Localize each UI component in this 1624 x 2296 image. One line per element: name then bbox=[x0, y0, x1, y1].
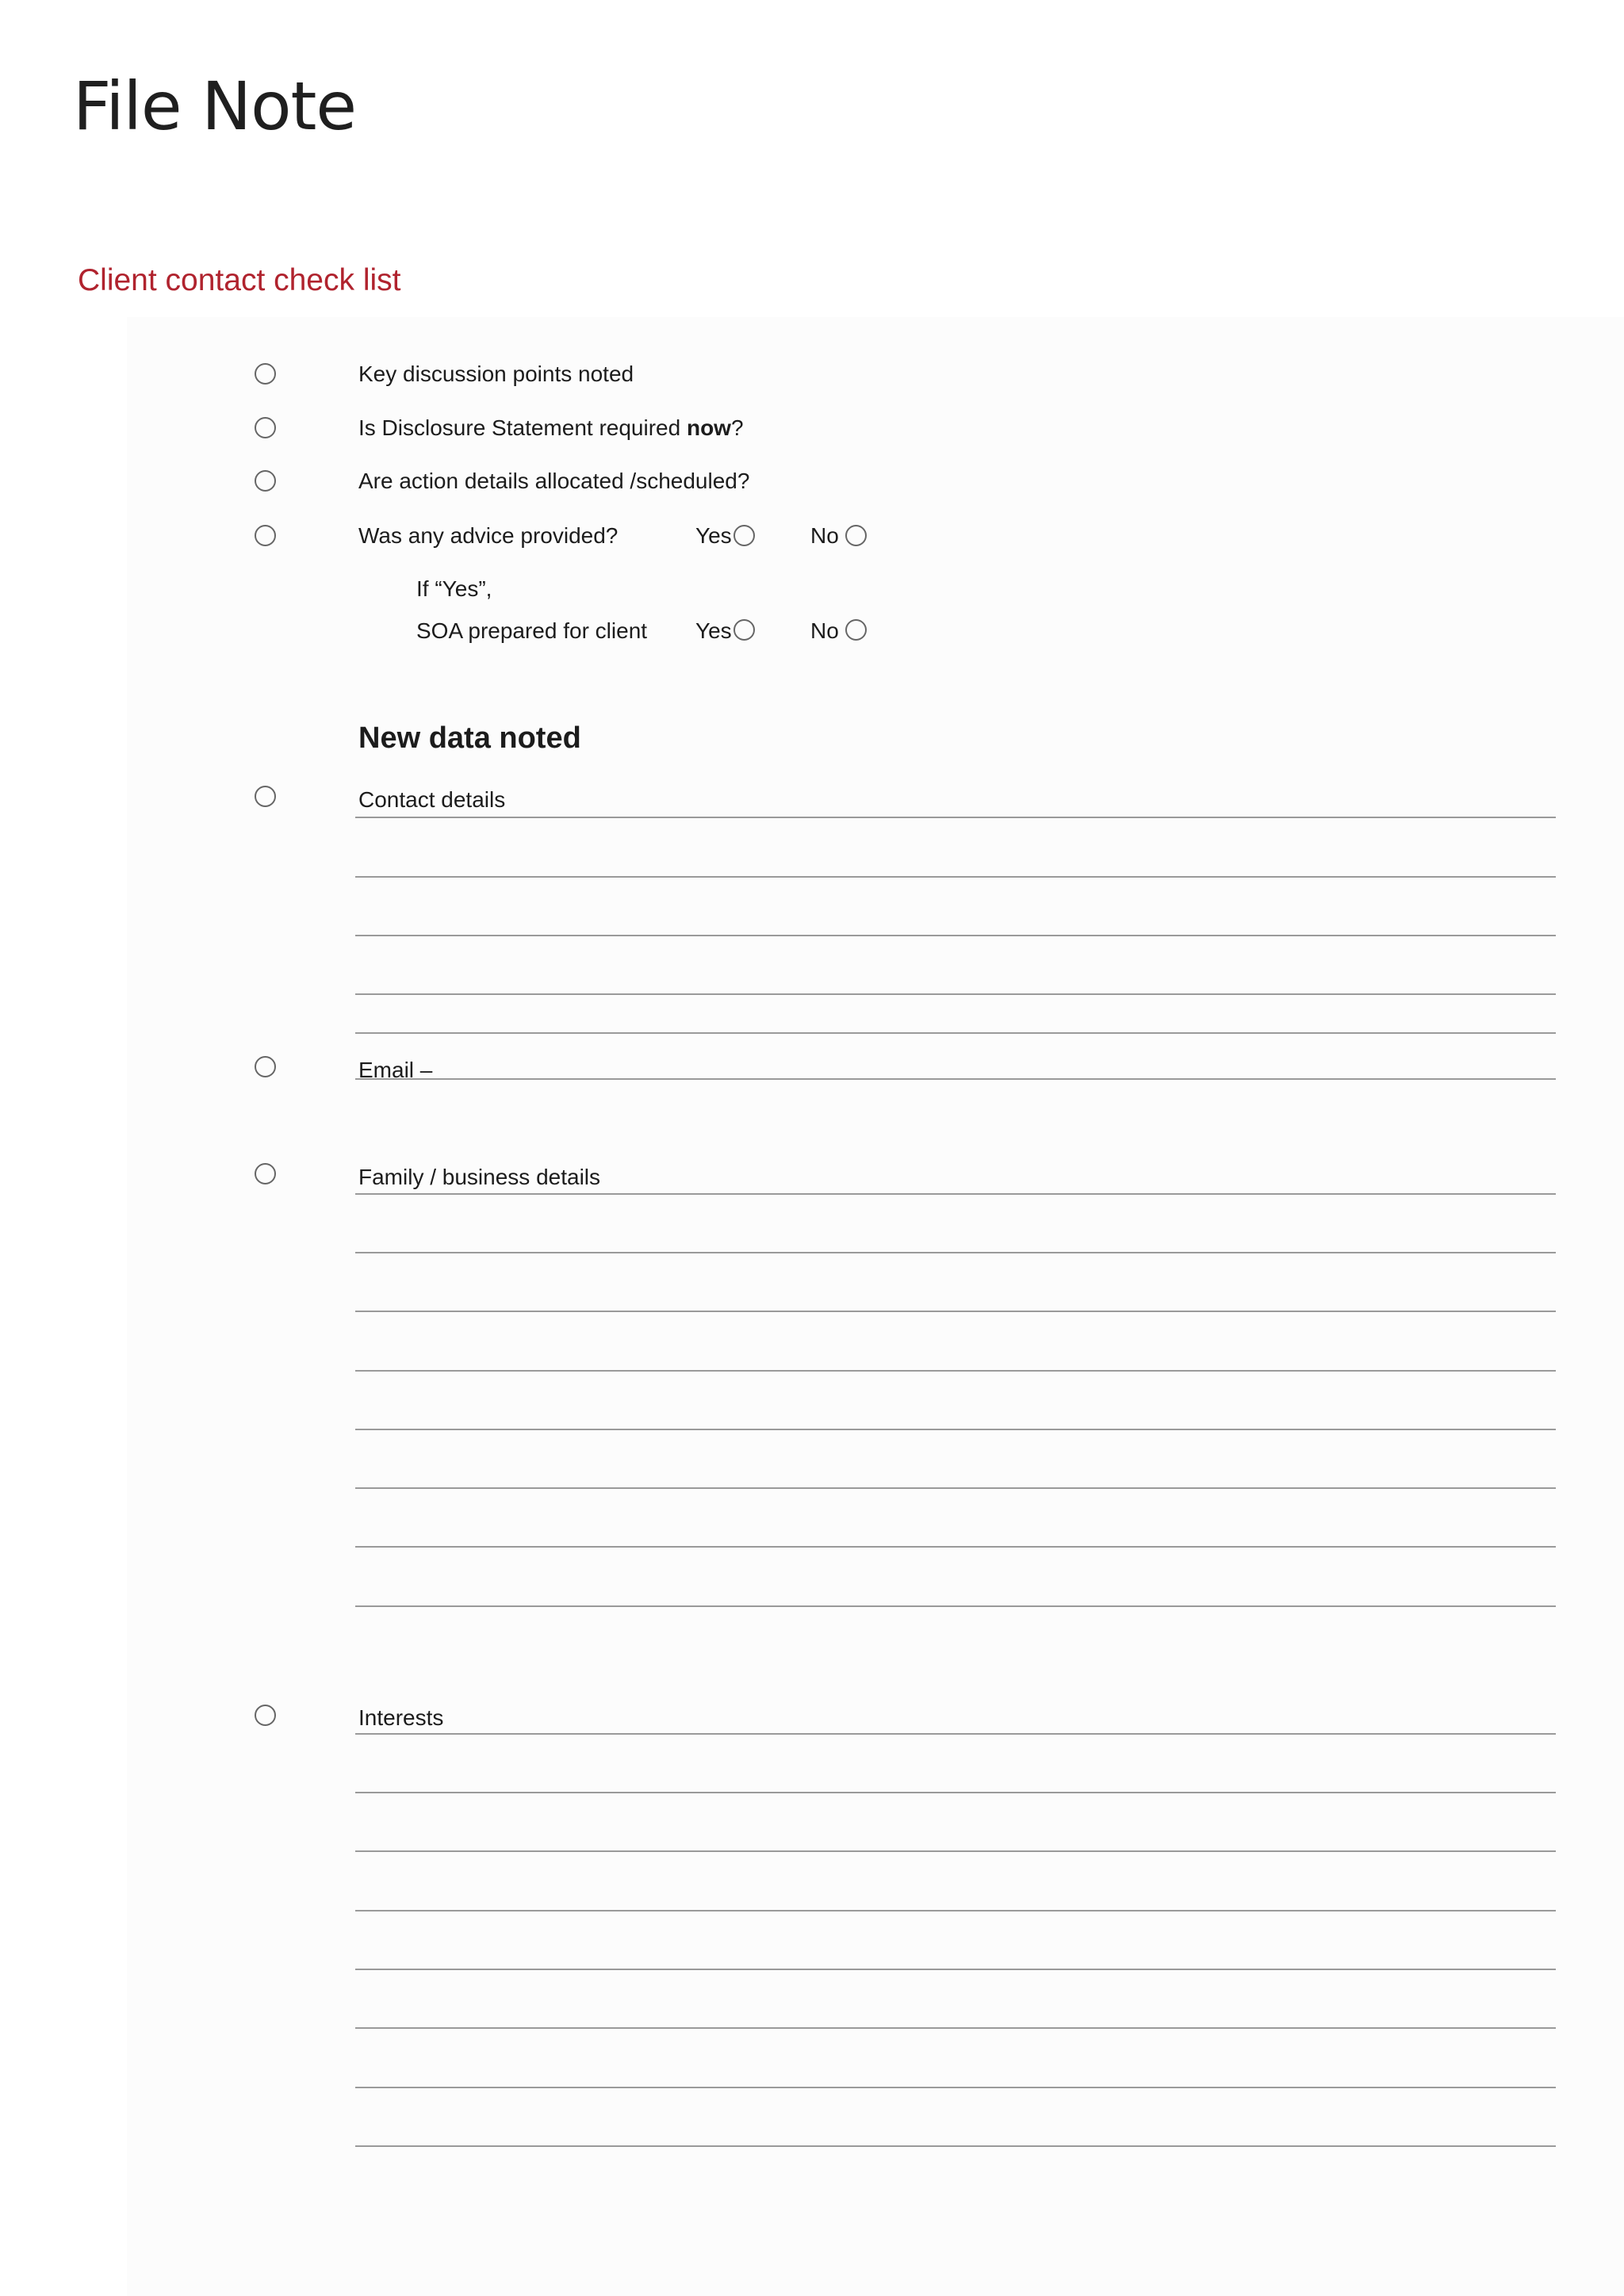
family-business-line[interactable] bbox=[355, 1605, 1556, 1607]
family-business-line[interactable] bbox=[355, 1311, 1556, 1312]
interests-line[interactable] bbox=[355, 2087, 1556, 2088]
label-interests: Interests bbox=[358, 1705, 444, 1730]
checkbox-interests[interactable] bbox=[255, 1705, 276, 1726]
label-disclosure bbox=[358, 417, 744, 439]
form-panel bbox=[127, 317, 1624, 2296]
label-disclosure-text: Is Disclosure Statement required bbox=[358, 415, 687, 440]
label-soa-prepared: SOA prepared for client bbox=[416, 618, 648, 643]
checkbox-family-business[interactable] bbox=[255, 1163, 276, 1184]
label-key-discussion: Key discussion points noted bbox=[358, 362, 634, 386]
new-data-heading: New data noted bbox=[358, 721, 581, 755]
family-business-line[interactable] bbox=[355, 1546, 1556, 1548]
checkbox-advice-provided[interactable] bbox=[255, 525, 276, 546]
family-business-line[interactable] bbox=[355, 1429, 1556, 1430]
label-soa-yes: Yes bbox=[695, 618, 732, 643]
label-soa-no: No bbox=[810, 618, 839, 643]
radio-advice-no[interactable] bbox=[845, 525, 867, 546]
radio-soa-yes[interactable] bbox=[733, 619, 755, 641]
checkbox-key-discussion[interactable] bbox=[255, 363, 276, 385]
contact-details-line[interactable] bbox=[355, 876, 1556, 878]
label-advice-no: No bbox=[810, 523, 839, 548]
checkbox-action-details[interactable] bbox=[255, 470, 276, 492]
section-subtitle: Client contact check list bbox=[78, 263, 401, 297]
label-family-business: Family / business details bbox=[358, 1165, 601, 1189]
contact-details-line[interactable] bbox=[355, 935, 1556, 936]
interests-line[interactable] bbox=[355, 2027, 1556, 2029]
contact-details-line[interactable] bbox=[355, 1032, 1556, 1034]
family-business-line[interactable] bbox=[355, 1193, 1556, 1195]
interests-line[interactable] bbox=[355, 1910, 1556, 1911]
page-title: File Note bbox=[73, 67, 357, 145]
label-if-yes: If “Yes”, bbox=[416, 576, 492, 601]
label-email: Email – bbox=[358, 1058, 433, 1082]
label-advice-provided: Was any advice provided? bbox=[358, 523, 619, 548]
label-disclosure-end: ? bbox=[730, 415, 744, 440]
contact-details-line[interactable] bbox=[355, 817, 1556, 818]
interests-line[interactable] bbox=[355, 1850, 1556, 1852]
checkbox-contact-details[interactable] bbox=[255, 786, 276, 807]
email-line[interactable] bbox=[355, 1078, 1556, 1080]
contact-details-line[interactable] bbox=[355, 993, 1556, 995]
label-disclosure-emphasis: now bbox=[686, 415, 731, 440]
interests-line[interactable] bbox=[355, 2145, 1556, 2147]
interests-line[interactable] bbox=[355, 1733, 1556, 1735]
label-contact-details: Contact details bbox=[358, 787, 506, 812]
label-action-details: Are action details allocated /scheduled? bbox=[358, 469, 750, 493]
family-business-line[interactable] bbox=[355, 1487, 1556, 1489]
interests-line[interactable] bbox=[355, 1792, 1556, 1793]
label-advice-yes: Yes bbox=[695, 523, 732, 548]
radio-soa-no[interactable] bbox=[845, 619, 867, 641]
radio-advice-yes[interactable] bbox=[733, 525, 755, 546]
family-business-line[interactable] bbox=[355, 1252, 1556, 1253]
interests-line[interactable] bbox=[355, 1969, 1556, 1970]
checkbox-email[interactable] bbox=[255, 1056, 276, 1077]
family-business-line[interactable] bbox=[355, 1370, 1556, 1372]
checkbox-disclosure[interactable] bbox=[255, 417, 276, 438]
